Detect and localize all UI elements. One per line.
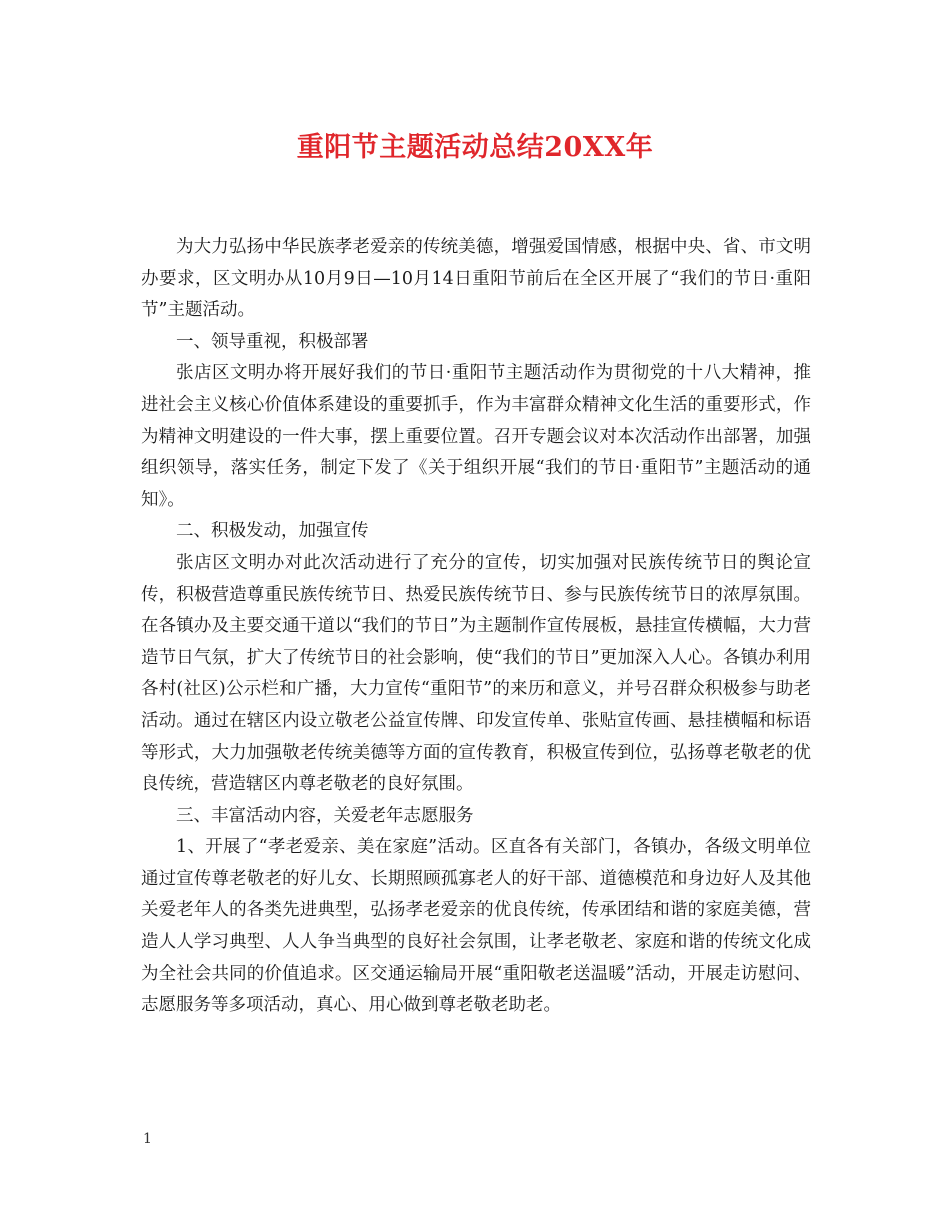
document-title: 重阳节主题活动总结20XX年 bbox=[296, 132, 654, 163]
paragraph-section-1: 张店区文明办将开展好我们的节日·重阳节主题活动作为贯彻党的十八大精神，推进社会主义核心价值体系建设的重要抓手，作为丰富群众精神文化生活的重要形式，作为精神文明建设的一件大事，摆上重要位置。召开专题会议对本次活动作出部署，加强组织领导，落实任务，制定下发了《关于组织开展“我们的节日·重阳节”主题活动的通知》。 bbox=[141, 363, 811, 510]
section-heading-2: 二、积极发动，加强宣传 bbox=[176, 521, 369, 542]
paragraph-section-3-item-1: 1、开展了“孝老爱亲、美在家庭”活动。区直各有关部门，各镇办，各级文明单位通过宣传尊老敬老的好儿女、长期照顾孤寡老人的好干部、道德模范和身边好人及其他关爱老年人的各类先进典型，弘扬孝老爱亲的优良传统，传承团结和谐的家庭美德，营造人人学习典型、人人争当典型的良好社会氛围，让孝老敬老、家庭和谐的传统文化成为全社会共同的价值追求。区交通运输局开展“重阳敬老送温暖”活动，开展走访慰问、志愿服务等多项活动，真心、用心做到尊老敬老助老。 bbox=[141, 837, 811, 1016]
paragraph-section-2: 张店区文明办对此次活动进行了充分的宣传，切实加强对民族传统节日的舆论宣传，积极营造尊重民族传统节日、热爱民族传统节日、参与民族传统节日的浓厚氛围。在各镇办及主要交通干道以“我们的节日”为主题制作宣传展板，悬挂宣传横幅，大力营造节日气氛，扩大了传统节日的社会影响，使“我们的节日”更加深入人心。各镇办利用各村(社区)公示栏和广播，大力宣传“重阳节”的来历和意义，并号召群众积极参与助老活动。通过在辖区内设立敬老公益宣传牌、印发宣传单、张贴宣传画、悬挂横幅和标语等形式，大力加强敬老传统美德等方面的宣传教育，积极宣传到位，弘扬尊老敬老的优良传统，营造辖区内尊老敬老的良好氛围。 bbox=[141, 552, 811, 795]
paragraph-intro: 为大力弘扬中华民族孝老爱亲的传统美德，增强爱国情感，根据中央、省、市文明办要求，区文明办从10月9日—10月14日重阳节前后在全区开展了“我们的节日·重阳节”主题活动。 bbox=[141, 237, 811, 321]
section-heading-3: 三、丰富活动内容，关爱老年志愿服务 bbox=[176, 805, 474, 826]
page-number: 1 bbox=[143, 1131, 152, 1147]
document-body bbox=[141, 232, 811, 1022]
section-heading-1: 一、领导重视，积极部署 bbox=[176, 331, 369, 352]
